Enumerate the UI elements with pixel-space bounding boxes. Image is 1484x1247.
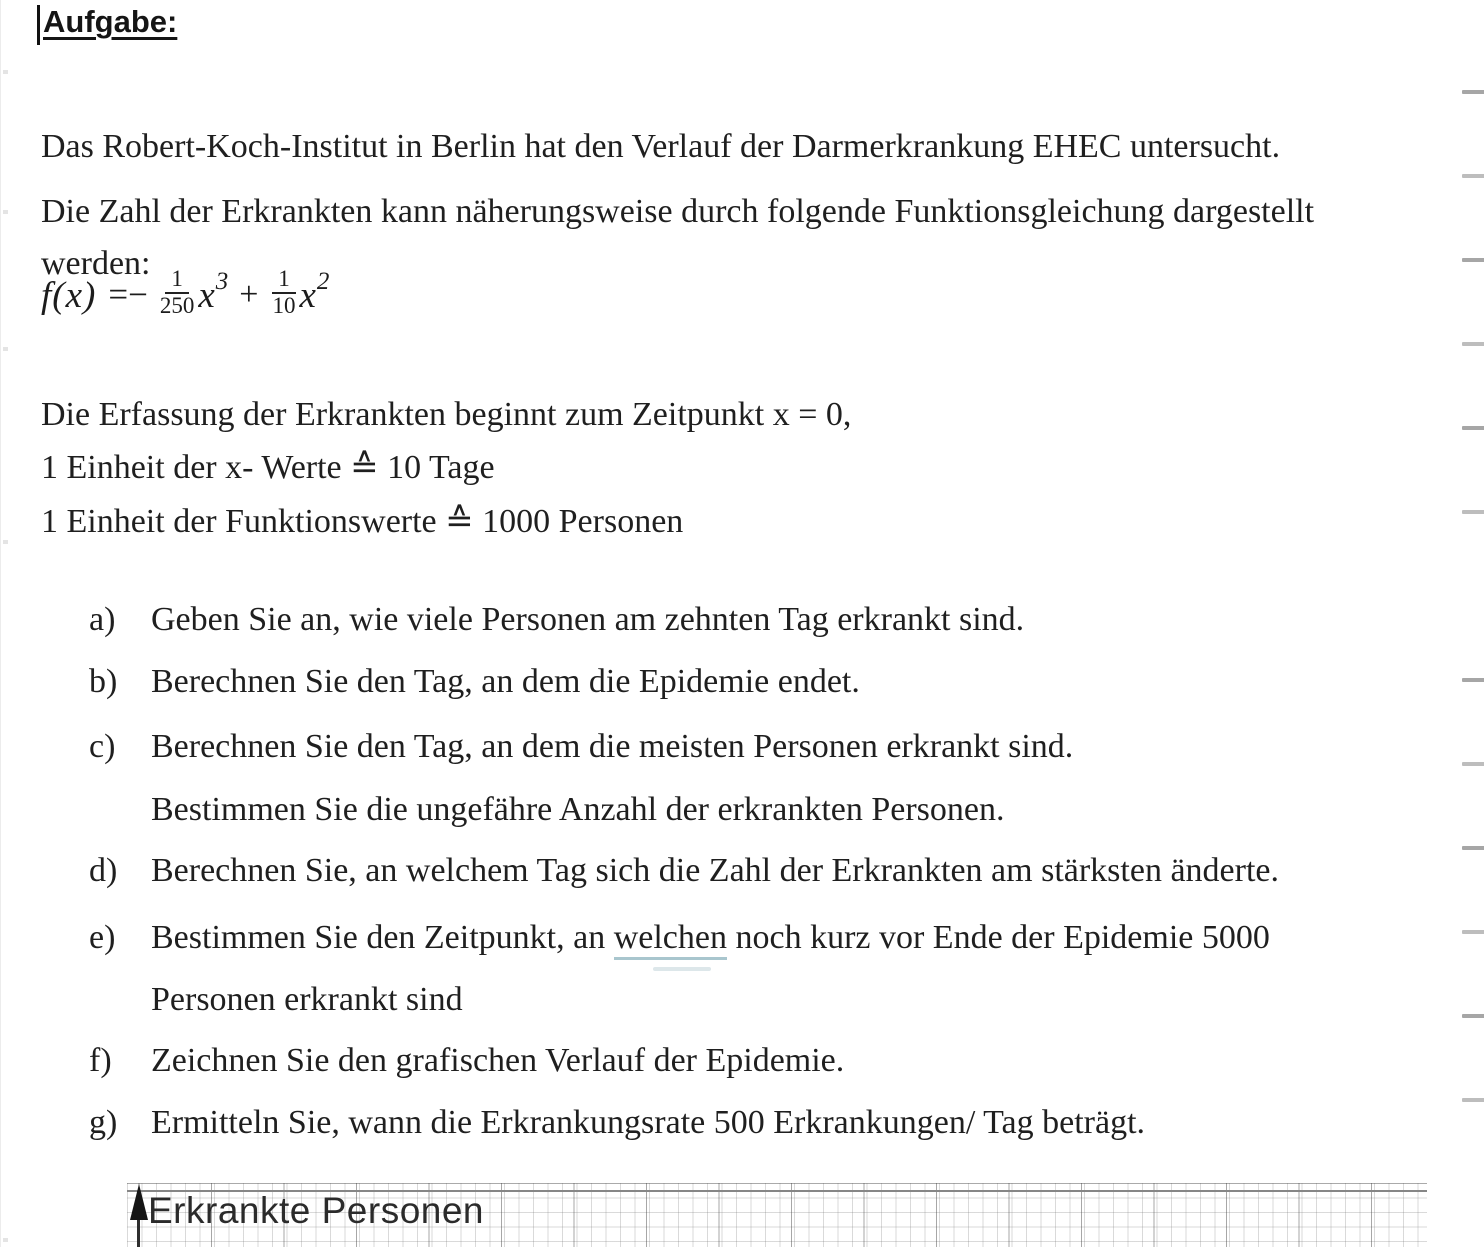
task-item-e-line2: Personen erkrankt sind	[151, 981, 463, 1018]
equation-plus: +	[239, 276, 259, 313]
grammar-check-smudge	[653, 967, 711, 971]
task-label-d: d)	[89, 852, 118, 889]
info-line-y-unit: 1 Einheit der Funktionswerte ≙ 1000 Personen	[41, 503, 684, 540]
equation-fx: f(x)	[41, 274, 97, 316]
paragraph2-line2: werden:	[41, 245, 151, 282]
edge-mark	[1462, 426, 1484, 430]
scan-speck	[3, 210, 8, 214]
edge-mark	[1462, 762, 1484, 766]
task-label-b: b)	[89, 663, 118, 700]
info-line-start: Die Erfassung der Erkrankten beginnt zum Zeitpunkt x = 0,	[41, 396, 852, 433]
task-item-b: Berechnen Sie den Tag, an dem die Epidemie endet.	[151, 663, 860, 700]
scan-speck	[3, 347, 8, 351]
y-axis-label: Erkrankte Personen	[148, 1190, 485, 1231]
graph-paper	[127, 1183, 1427, 1247]
task-item-e: Bestimmen Sie den Zeitpunkt, an welchen noch kurz vor Ende der Epidemie 5000	[151, 919, 1270, 957]
task-item-g: Ermitteln Sie, wann die Erkrankungsrate 500 Erkrankungen/ Tag beträgt.	[151, 1104, 1146, 1141]
task-item-c-line2: Bestimmen Sie die ungefähre Anzahl der erkrankten Personen.	[151, 791, 1005, 828]
edge-mark	[1462, 1098, 1484, 1102]
task-label-e: e)	[89, 919, 116, 956]
task-item-d: Berechnen Sie, an welchem Tag sich die Zahl der Erkrankten am stärksten änderte.	[151, 852, 1279, 889]
page-title: Aufgabe:	[43, 4, 178, 39]
y-axis-arrowhead-icon	[130, 1184, 148, 1220]
fraction-1-250: $\frac{1}{250}$	[159, 266, 195, 318]
paragraph2-line1: Die Zahl der Erkrankten kann näherungsweise durch folgende Funktionsgleichung dargestellt	[41, 193, 1315, 230]
edge-mark	[1462, 90, 1484, 94]
info-line-x-unit: 1 Einheit der x- Werte ≙ 10 Tage	[41, 449, 495, 486]
scan-speck	[3, 1238, 8, 1242]
task-item-c: Berechnen Sie den Tag, an dem die meisten Personen erkrankt sind.	[151, 728, 1074, 765]
fraction-1-10: $\frac{1}{10}$	[272, 266, 296, 318]
edge-mark	[1462, 678, 1484, 682]
edge-mark	[1462, 174, 1484, 178]
equation-equals-minus: =−	[108, 275, 148, 314]
edge-mark	[1462, 342, 1484, 346]
edge-mark	[1462, 258, 1484, 262]
edge-mark	[1462, 846, 1484, 850]
text-cursor	[37, 5, 40, 45]
task-label-a: a)	[89, 601, 116, 638]
edge-mark	[1462, 930, 1484, 934]
equation-x-squared: $x^2$	[299, 268, 330, 316]
task-item-a: Geben Sie an, wie viele Personen am zehnten Tag erkrankt sind.	[151, 601, 1025, 638]
task-label-g: g)	[89, 1104, 118, 1141]
edge-mark	[1462, 510, 1484, 514]
intro-paragraph: Das Robert-Koch-Institut in Berlin hat den Verlauf der Darmerkrankung EHEC untersucht.	[41, 128, 1281, 165]
task-item-f: Zeichnen Sie den grafischen Verlauf der Epidemie.	[151, 1042, 845, 1079]
task-label-f: f)	[89, 1042, 112, 1079]
edge-mark	[1462, 1014, 1484, 1018]
scan-speck	[3, 540, 8, 544]
task-label-c: c)	[89, 728, 116, 765]
function-equation	[41, 262, 328, 328]
grammar-check-underline: welchen	[614, 919, 727, 960]
equation-x-cubed: $x^3$	[198, 268, 229, 316]
scan-speck	[3, 70, 8, 74]
